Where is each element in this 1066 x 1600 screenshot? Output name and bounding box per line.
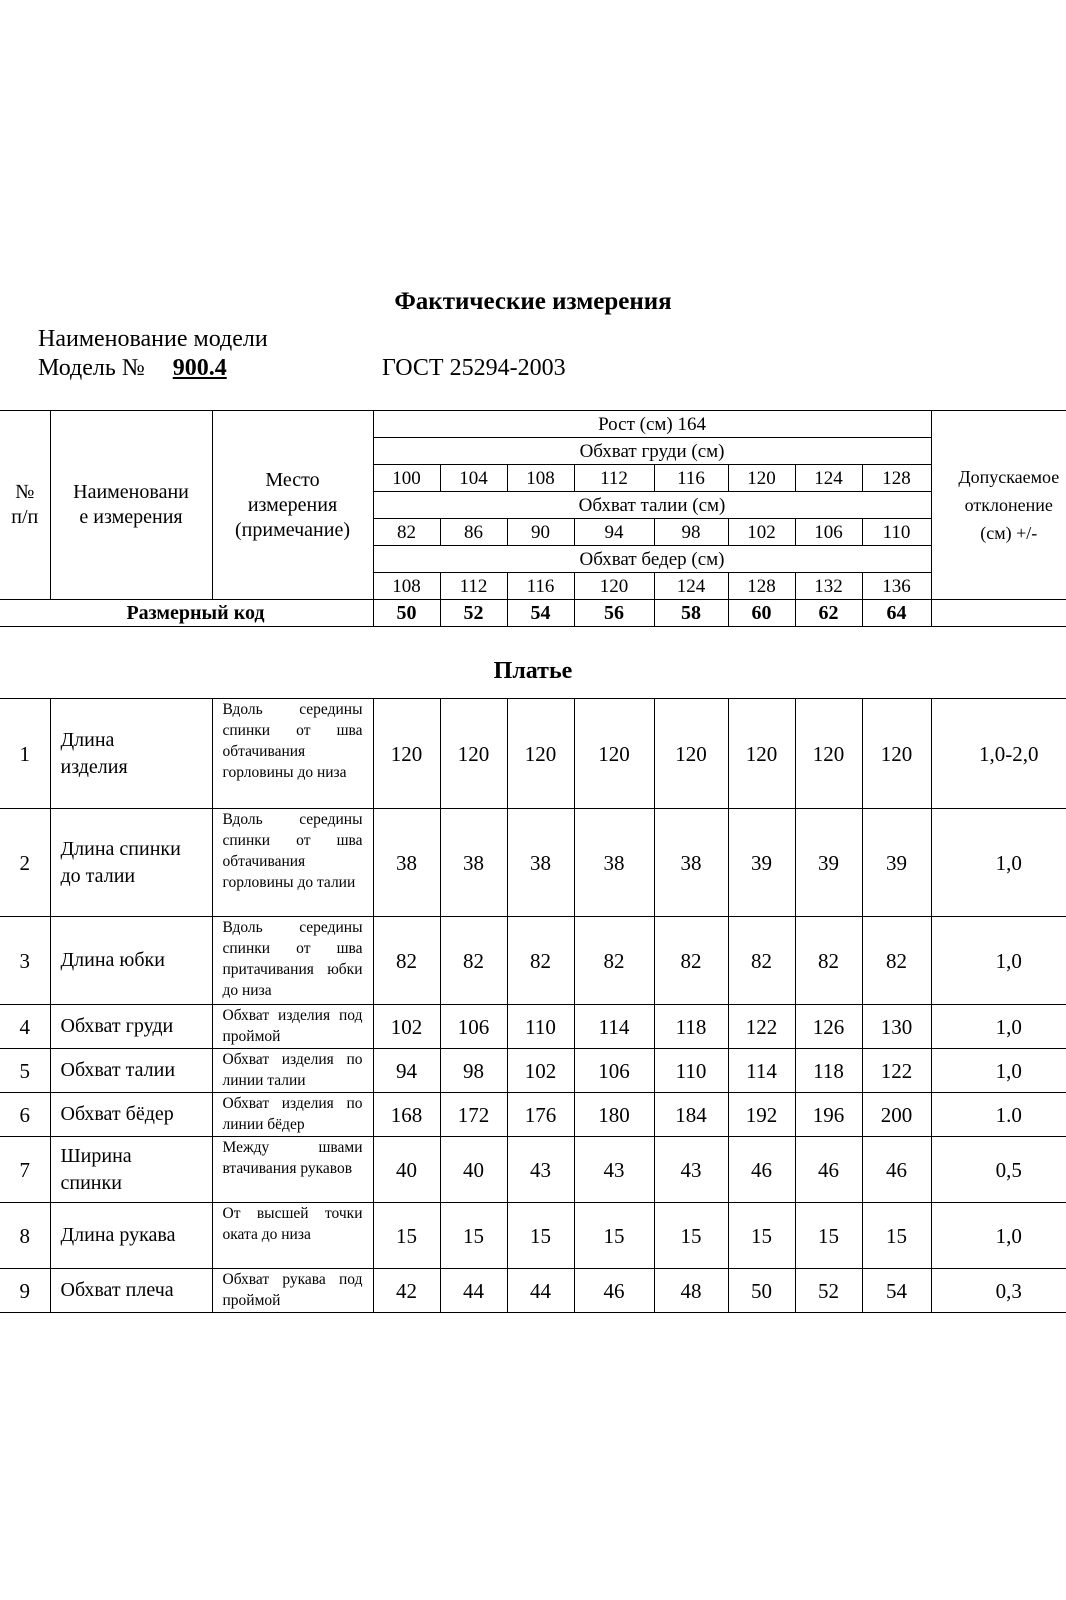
- measurement-note: Между швами втачивания рукавов: [212, 1137, 373, 1203]
- measurement-tolerance: 0,3: [931, 1269, 1066, 1313]
- measurement-value: 120: [507, 699, 574, 809]
- model-number: 900.4: [172, 355, 227, 381]
- measurement-note: Обхват изделия под проймой: [212, 1005, 373, 1049]
- measurement-value: 114: [574, 1005, 654, 1049]
- measurement-value: 176: [507, 1093, 574, 1137]
- measurement-value: 43: [507, 1137, 574, 1203]
- measurement-value: 98: [440, 1049, 507, 1093]
- row-number: 9: [0, 1269, 50, 1313]
- measurement-value: 120: [795, 699, 862, 809]
- header-col-number: № п/п: [0, 411, 50, 600]
- measurement-value: 94: [373, 1049, 440, 1093]
- hips-value: 108: [373, 573, 440, 600]
- row-number: 1: [0, 699, 50, 809]
- measurement-value: 54: [862, 1269, 931, 1313]
- measurement-value: 196: [795, 1093, 862, 1137]
- size-code-value: 50: [373, 600, 440, 627]
- measurement-value: 114: [728, 1049, 795, 1093]
- measurement-value: 15: [862, 1203, 931, 1269]
- hips-value: 112: [440, 573, 507, 600]
- measurement-value: 122: [728, 1005, 795, 1049]
- measurement-name: Ширина спинки: [50, 1137, 212, 1203]
- measurement-value: 15: [795, 1203, 862, 1269]
- measurement-value: 46: [574, 1269, 654, 1313]
- header-row-height: [0, 411, 1066, 438]
- measurement-value: 15: [373, 1203, 440, 1269]
- size-code-tolerance-empty: [931, 600, 1066, 627]
- measurement-row: [0, 1269, 1066, 1313]
- size-code-row: [0, 600, 1066, 627]
- size-code-label: Размерный код: [0, 600, 373, 627]
- waist-value: 82: [373, 519, 440, 546]
- chest-value: 112: [574, 465, 654, 492]
- chest-value: 100: [373, 465, 440, 492]
- waist-value: 94: [574, 519, 654, 546]
- header-col-tolerance: Допускаемое отклонение (см) +/-: [931, 411, 1066, 600]
- measurement-value: 38: [574, 809, 654, 917]
- chest-value: 120: [728, 465, 795, 492]
- measurement-tolerance: 1,0-2,0: [931, 699, 1066, 809]
- measurement-row: [0, 1093, 1066, 1137]
- row-number: 6: [0, 1093, 50, 1137]
- measurement-value: 82: [862, 917, 931, 1005]
- measurement-value: 110: [507, 1005, 574, 1049]
- size-code-value: 52: [440, 600, 507, 627]
- measurement-tolerance: 1,0: [931, 1203, 1066, 1269]
- measurement-value: 110: [654, 1049, 728, 1093]
- hips-value: 124: [654, 573, 728, 600]
- size-code-value: 54: [507, 600, 574, 627]
- size-code-value: 58: [654, 600, 728, 627]
- measurement-note: Вдоль середины спинки от шва притачивания юбки до низа: [212, 917, 373, 1005]
- chest-value: 104: [440, 465, 507, 492]
- measurement-value: 48: [654, 1269, 728, 1313]
- measurement-tolerance: 1,0: [931, 1049, 1066, 1093]
- measurement-value: 192: [728, 1093, 795, 1137]
- measurement-value: 120: [862, 699, 931, 809]
- waist-value: 90: [507, 519, 574, 546]
- measurement-value: 118: [795, 1049, 862, 1093]
- measurement-note: Обхват изделия по линии бёдер: [212, 1093, 373, 1137]
- chest-value: 116: [654, 465, 728, 492]
- measurement-value: 180: [574, 1093, 654, 1137]
- hips-value: 136: [862, 573, 931, 600]
- measurement-value: 46: [795, 1137, 862, 1203]
- measurement-value: 15: [440, 1203, 507, 1269]
- waist-label: Обхват талии (см): [373, 492, 931, 519]
- size-code-value: 56: [574, 600, 654, 627]
- measurement-value: 82: [654, 917, 728, 1005]
- model-name-label: Наименование модели: [38, 326, 268, 352]
- chest-value: 108: [507, 465, 574, 492]
- measurement-value: 40: [440, 1137, 507, 1203]
- measurement-value: 122: [862, 1049, 931, 1093]
- measurement-name: Длина спинки до талии: [50, 809, 212, 917]
- height-label: Рост (см) 164: [373, 411, 931, 438]
- measurement-note: Обхват рукава под проймой: [212, 1269, 373, 1313]
- measurement-value: 50: [728, 1269, 795, 1313]
- measurement-value: 38: [440, 809, 507, 917]
- measurement-value: 39: [728, 809, 795, 917]
- measurement-value: 15: [574, 1203, 654, 1269]
- measurement-value: 184: [654, 1093, 728, 1137]
- measurement-value: 43: [654, 1137, 728, 1203]
- measurement-value: 126: [795, 1005, 862, 1049]
- measurement-value: 120: [373, 699, 440, 809]
- measurement-row: [0, 809, 1066, 917]
- measurement-value: 15: [728, 1203, 795, 1269]
- row-number: 8: [0, 1203, 50, 1269]
- waist-value: 86: [440, 519, 507, 546]
- row-number: 7: [0, 1137, 50, 1203]
- measurement-value: 102: [507, 1049, 574, 1093]
- measurement-value: 42: [373, 1269, 440, 1313]
- measurement-name: Обхват плеча: [50, 1269, 212, 1313]
- measurement-name: Длина юбки: [50, 917, 212, 1005]
- measurement-value: 46: [728, 1137, 795, 1203]
- measurement-value: 120: [440, 699, 507, 809]
- measurement-value: 102: [373, 1005, 440, 1049]
- measurement-row: [0, 1005, 1066, 1049]
- measurement-note: Вдоль середины спинки от шва обтачивания горловины до талии: [212, 809, 373, 917]
- hips-value: 120: [574, 573, 654, 600]
- measurement-value: 44: [507, 1269, 574, 1313]
- measurement-value: 172: [440, 1093, 507, 1137]
- waist-value: 106: [795, 519, 862, 546]
- measurement-name: Обхват талии: [50, 1049, 212, 1093]
- measurement-value: 130: [862, 1005, 931, 1049]
- measurement-note: Обхват изделия по линии талии: [212, 1049, 373, 1093]
- measurement-row: [0, 1049, 1066, 1093]
- measurement-tolerance: 1,0: [931, 809, 1066, 917]
- measurement-name: Обхват бёдер: [50, 1093, 212, 1137]
- measurement-name: Длина изделия: [50, 699, 212, 809]
- size-code-value: 60: [728, 600, 795, 627]
- measurement-value: 106: [574, 1049, 654, 1093]
- chest-value: 128: [862, 465, 931, 492]
- measurement-name: Длина рукава: [50, 1203, 212, 1269]
- measurement-row: [0, 1203, 1066, 1269]
- measurement-value: 82: [373, 917, 440, 1005]
- measurement-value: 52: [795, 1269, 862, 1313]
- measurement-value: 82: [440, 917, 507, 1005]
- measurement-value: 38: [507, 809, 574, 917]
- measurement-tolerance: 1,0: [931, 1005, 1066, 1049]
- row-number: 3: [0, 917, 50, 1005]
- waist-value: 98: [654, 519, 728, 546]
- measurement-value: 82: [574, 917, 654, 1005]
- measurement-value: 82: [728, 917, 795, 1005]
- model-number-line: [38, 355, 241, 382]
- measurement-value: 120: [574, 699, 654, 809]
- measurement-value: 82: [507, 917, 574, 1005]
- measurement-name: Обхват груди: [50, 1005, 212, 1049]
- section-title: Платье: [493, 658, 573, 684]
- measurement-value: 38: [654, 809, 728, 917]
- document-title: Фактические измерения: [394, 288, 672, 315]
- measurement-value: 38: [373, 809, 440, 917]
- measurement-tolerance: 0,5: [931, 1137, 1066, 1203]
- header-col-name: Наименовани е измерения: [50, 411, 212, 600]
- waist-value: 110: [862, 519, 931, 546]
- hips-value: 128: [728, 573, 795, 600]
- measurement-value: 82: [795, 917, 862, 1005]
- measurement-value: 106: [440, 1005, 507, 1049]
- measurement-row: [0, 1137, 1066, 1203]
- measurement-value: 43: [574, 1137, 654, 1203]
- measurement-value: 168: [373, 1093, 440, 1137]
- measurement-note: От высшей точки оката до низа: [212, 1203, 373, 1269]
- row-number: 5: [0, 1049, 50, 1093]
- waist-value: 102: [728, 519, 795, 546]
- measurement-value: 39: [862, 809, 931, 917]
- chest-label: Обхват груди (см): [373, 438, 931, 465]
- measurement-value: 46: [862, 1137, 931, 1203]
- hips-value: 132: [795, 573, 862, 600]
- header-col-place: Место измерения (примечание): [212, 411, 373, 600]
- measurement-row: [0, 699, 1066, 809]
- measurement-tolerance: 1.0: [931, 1093, 1066, 1137]
- measurement-value: 120: [728, 699, 795, 809]
- hips-value: 116: [507, 573, 574, 600]
- hips-label: Обхват бедер (см): [373, 546, 931, 573]
- row-number: 2: [0, 809, 50, 917]
- measurement-value: 120: [654, 699, 728, 809]
- measurement-row: [0, 917, 1066, 1005]
- measurement-value: 39: [795, 809, 862, 917]
- measurement-note: Вдоль середины спинки от шва обтачивания горловины до низа: [212, 699, 373, 809]
- measurement-value: 118: [654, 1005, 728, 1049]
- measurements-table: [0, 698, 1066, 1313]
- model-number-label: Модель №: [38, 355, 145, 381]
- measurement-tolerance: 1,0: [931, 917, 1066, 1005]
- chest-value: 124: [795, 465, 862, 492]
- measurement-value: 15: [507, 1203, 574, 1269]
- measurement-value: 15: [654, 1203, 728, 1269]
- size-header-table: [0, 410, 1066, 627]
- size-code-value: 62: [795, 600, 862, 627]
- measurement-value: 200: [862, 1093, 931, 1137]
- measurement-value: 40: [373, 1137, 440, 1203]
- measurement-value: 44: [440, 1269, 507, 1313]
- size-code-value: 64: [862, 600, 931, 627]
- row-number: 4: [0, 1005, 50, 1049]
- gost-standard: ГОСТ 25294-2003: [382, 355, 566, 381]
